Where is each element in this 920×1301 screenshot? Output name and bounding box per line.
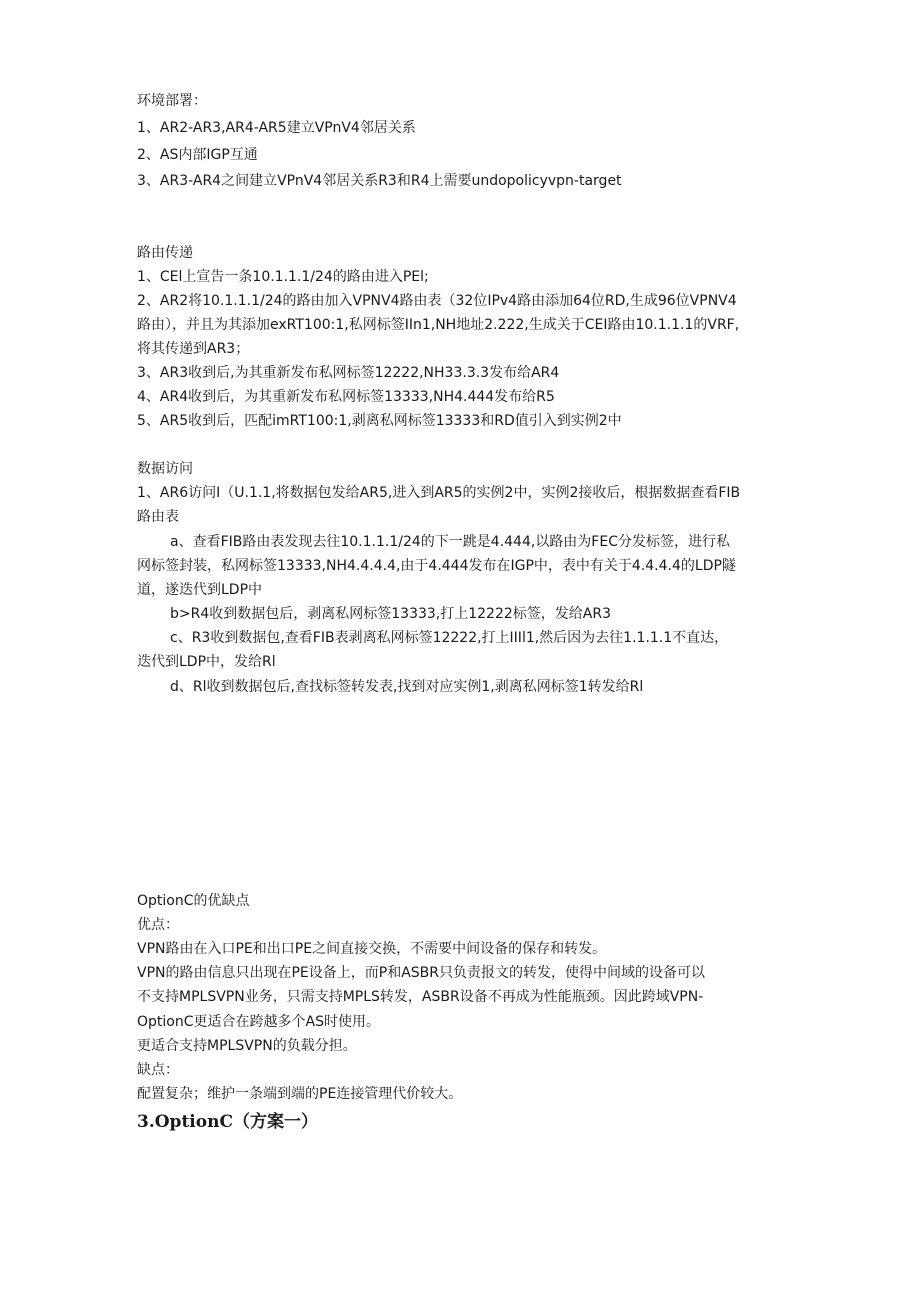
optionc-title: OptionC的优缺点 [137, 893, 250, 909]
env-item-3: 3、AR3-AR4之间建立VPnV4邻居关系R3和R4上需要undopolicyvpn-target [137, 173, 622, 189]
env-title: 环境部署： [137, 93, 207, 109]
step-c-rest-1: 迭代到LDP中，发给Rl [137, 654, 276, 670]
pros-line-2: VPN的路由信息只出现在PE设备上，而P和ASBR只负责报文的转发，使得中间域的设备可以 [137, 965, 706, 981]
step-a-first: a、查看FIB路由表发现去往10.1.1.1/24的下一跳是4.444,以路由为FEC分发标签，进行私 [170, 534, 730, 550]
route-line-6: 4、AR4收到后，为其重新发布私网标签13333,NH4.444发布给R5 [137, 389, 555, 405]
section-heading-optionc: 3.OptionC（方案一） [137, 1112, 318, 1132]
data-line-1: 1、AR6访问I（U.1.1,将数据包发给AR5,进入到AR5的实例2中，实例2接收后，根据数据查看FIB [137, 485, 741, 501]
step-d-first: d、Rl收到数据包后,查找标签转发表,找到对应实例1,剥离私网标签1转发给Rl [170, 679, 644, 695]
step-b-first: b>R4收到数据包后，剥离私网标签13333,打上12222标签，发给AR3 [170, 606, 611, 622]
pros-line-5: 更适合支持MPLSVPN的负载分担。 [137, 1038, 357, 1054]
route-line-4: 将其传递到AR3； [137, 341, 250, 357]
step-c-first: c、R3收到数据包,查看FIB表剥离私网标签12222,打上IIIl1,然后因为去往1.1.1.1不直达， [170, 630, 729, 646]
pros-line-1: VPN路由在入口PE和出口PE之间直接交换，不需要中间设备的保存和转发。 [137, 941, 607, 957]
step-a-rest-2: 道，遂迭代到LDP中 [137, 582, 263, 598]
cons-label: 缺点： [137, 1062, 179, 1078]
route-line-5: 3、AR3收到后,为其重新发布私网标签12222,NH33.3.3发布给AR4 [137, 365, 560, 381]
data-line-2: 路由表 [137, 509, 179, 525]
env-item-2: 2、AS内部IGP互通 [137, 147, 258, 163]
data-title: 数据访问 [137, 461, 193, 477]
pros-line-4: OptionC更适合在跨越多个AS时使用。 [137, 1014, 380, 1030]
cons-line-1: 配置复杂；维护一条端到端的PE连接管理代价较大。 [137, 1086, 463, 1102]
route-line-2: 2、AR2将10.1.1.1/24的路由加入VPNV4路由表（32位IPv4路由添加64位RD,生成96位VPNV4 [137, 293, 737, 309]
route-line-7: 5、AR5收到后，匹配imRT100:1,剥离私网标签13333和RD值引入到实例2中 [137, 413, 622, 429]
route-title: 路由传递 [137, 245, 193, 261]
env-item-1: 1、AR2-AR3,AR4-AR5建立VPnV4邻居关系 [137, 120, 416, 136]
route-line-1: 1、CEl上宣告一条10.1.1.1/24的路由进入PEl; [137, 269, 429, 285]
pros-label: 优点： [137, 917, 179, 933]
route-line-3: 路由），并且为其添加exRT100:1,私网标签IIn1,NH地址2.222,生成关于CEI路由10.1.1.1的VRF, [137, 317, 740, 333]
pros-line-3: 不支持MPLSVPN业务，只需支持MPLS转发，ASBR设备不再成为性能瓶颈。因此跨域VPN- [137, 989, 704, 1005]
step-a-rest-1: 网标签封装，私网标签13333,NH4.4.4.4,由于4.444发布在IGP中，表中有关于4.4.4.4的LDP隧 [137, 558, 736, 574]
